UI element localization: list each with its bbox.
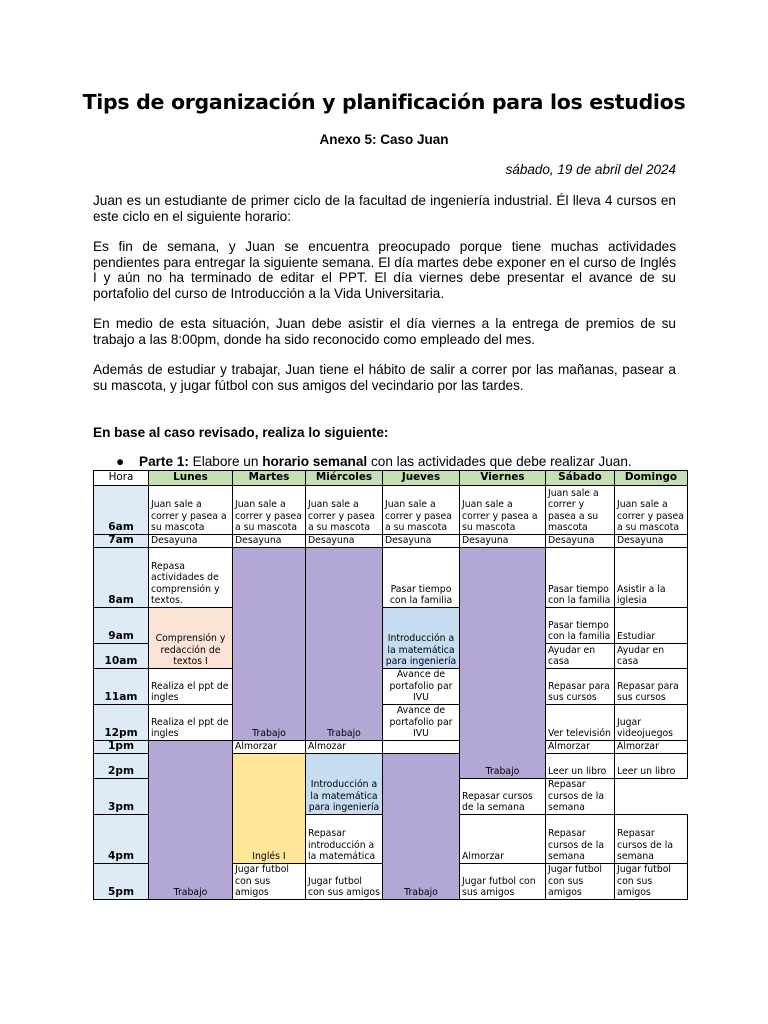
schedule-cell: Leer un libro xyxy=(615,754,688,779)
schedule-cell: Juan sale a correr y pasea a su mascota xyxy=(233,486,306,535)
schedule-cell: Almorzar xyxy=(233,741,306,754)
course-block-ingles: Inglés I xyxy=(233,754,306,864)
schedule-cell: Juan sale a correr y pasea a su mascota xyxy=(383,486,460,535)
schedule-cell: Pasar tiempo con la familia xyxy=(383,548,460,608)
row-8am xyxy=(94,548,688,608)
row-1pm xyxy=(94,741,688,754)
row-12pm xyxy=(94,705,688,741)
work-block-miercoles: Trabajo xyxy=(306,548,383,741)
schedule-cell: Ayudar en casa xyxy=(615,644,688,669)
schedule-cell: Jugar futbol con sus amigos xyxy=(546,864,615,900)
course-block-matematica-jueves: Introducción a la matemática para ingeniería xyxy=(383,608,460,669)
header-domingo: Domingo xyxy=(615,471,688,486)
schedule-cell: Realiza el ppt de ingles xyxy=(149,669,233,705)
header-martes: Martes xyxy=(233,471,306,486)
schedule-cell: Almorzar xyxy=(460,815,546,864)
header-hora: Hora xyxy=(94,471,149,486)
schedule-cell: Almorzar xyxy=(546,741,615,754)
document-subtitle: Anexo 5: Caso Juan xyxy=(319,132,449,147)
bullet-text: Parte 1: Elabore un horario semanal con las actividades que debe realizar Juan. xyxy=(139,454,632,469)
schedule-cell: Repasar para sus cursos xyxy=(546,669,615,705)
hour-cell: 1pm xyxy=(94,741,149,754)
schedule-cell: Desayuna xyxy=(383,535,460,548)
task-heading: En base al caso revisado, realiza lo siguiente: xyxy=(93,425,389,440)
schedule-cell: Repasar para sus cursos xyxy=(615,669,688,705)
schedule-cell: Jugar futbol con sus amigos xyxy=(615,864,688,900)
work-block-martes: Trabajo xyxy=(233,548,306,741)
schedule-cell: Repasa actividades de comprensión y textos. xyxy=(149,548,233,608)
hour-cell: 10am xyxy=(94,644,149,669)
schedule-cell: Juan sale a correr y pasea a su mascota xyxy=(460,486,546,535)
schedule-cell: Desayuna xyxy=(615,535,688,548)
row-6am xyxy=(94,486,688,535)
schedule-cell: Desayuna xyxy=(546,535,615,548)
schedule-cell: Desayuna xyxy=(233,535,306,548)
schedule-cell: Pasar tiempo con la familia xyxy=(546,548,615,608)
weekly-schedule-table xyxy=(93,470,688,900)
schedule-cell: Desayuna xyxy=(149,535,233,548)
hour-cell: 3pm xyxy=(94,779,149,815)
schedule-cell: Repasar cursos de la semana xyxy=(460,779,546,815)
work-block-viernes: Trabajo xyxy=(460,548,546,779)
row-9am xyxy=(94,608,688,644)
schedule-cell: Almozar xyxy=(306,741,383,754)
hour-cell: 5pm xyxy=(94,864,149,900)
paragraph-problem: Es fin de semana, y Juan se encuentra preocupado porque tiene muchas actividades pendientes para entregar la siguiente semana. El día martes debe exponer en el curso de Inglés I y aún no ha terminado de editar el PPT. El día viernes debe presentar el avance de su portafolio del curso de Introducción a la Vida Universitaria. xyxy=(93,239,676,301)
schedule-cell: Desayuna xyxy=(306,535,383,548)
course-block-comprension: Comprensión y redacción de textos I xyxy=(149,608,233,669)
hour-cell: 7am xyxy=(94,535,149,548)
schedule-cell: Jugar futbol con sus amigos xyxy=(233,864,306,900)
course-block-matematica-miercoles: Introducción a la matemática para ingeniería xyxy=(306,754,383,815)
bullet-icon: ● xyxy=(116,454,125,469)
hour-cell: 4pm xyxy=(94,815,149,864)
header-jueves: Jueves xyxy=(383,471,460,486)
work-block-jueves: Trabajo xyxy=(383,754,460,900)
document-title: Tips de organización y planificación para los estudios xyxy=(82,90,686,114)
schedule-cell: Avance de portafolio par IVU xyxy=(383,669,460,705)
hour-cell: 11am xyxy=(94,669,149,705)
schedule-cell: Juan sale a correr y pasea a su mascota xyxy=(546,486,615,535)
schedule-cell: Juan sale a correr y pasea a su mascota xyxy=(149,486,233,535)
schedule-cell: Avance de portafolio par IVU xyxy=(383,705,460,741)
paragraph-awards: En medio de esta situación, Juan debe asistir el día viernes a la entrega de premios de su trabajo a las 8:00pm, donde ha sido reconocido como empleado del mes. xyxy=(93,316,676,347)
schedule-cell: Ayudar en casa xyxy=(546,644,615,669)
paragraph-habits: Además de estudiar y trabajar, Juan tiene el hábito de salir a correr por las mañanas, pasear a su mascota, y jugar fútbol con sus amigos del vecindario por las tardes. xyxy=(93,362,676,393)
row-11am xyxy=(94,669,688,705)
schedule-cell: Realiza el ppt de ingles xyxy=(149,705,233,741)
schedule-cell: Asistir a la iglesia xyxy=(615,548,688,608)
hour-cell: 9am xyxy=(94,608,149,644)
schedule-cell: Desayuna xyxy=(460,535,546,548)
hour-cell: 8am xyxy=(94,548,149,608)
schedule-cell: Jugar videojuegos xyxy=(615,705,688,741)
document-date: sábado, 19 de abril del 2024 xyxy=(505,162,676,177)
paragraph-intro: Juan es un estudiante de primer ciclo de la facultad de ingeniería industrial. Él lleva 4 cursos en este ciclo en el siguiente horario: xyxy=(93,193,676,224)
hour-cell: 12pm xyxy=(94,705,149,741)
schedule-cell: Leer un libro xyxy=(546,754,615,779)
schedule-cell: Repasar introducción a la matemática xyxy=(306,815,383,864)
row-7am xyxy=(94,535,688,548)
schedule-cell: Jugar futbol con sus amigos xyxy=(306,864,383,900)
schedule-cell: Juan sale a correr y pasea a su mascota xyxy=(306,486,383,535)
schedule-cell: Ver televisión xyxy=(546,705,615,741)
schedule-cell: Juan sale a correr y pasea a su mascota xyxy=(615,486,688,535)
header-sabado: Sábado xyxy=(546,471,615,486)
hour-cell: 6am xyxy=(94,486,149,535)
schedule-cell: Pasar tiempo con la familia xyxy=(546,608,615,644)
schedule-cell: Repasar cursos de la semana xyxy=(546,779,615,815)
schedule-cell: Repasar cursos de la semana xyxy=(615,815,688,864)
schedule-cell: Repasar cursos de la semana xyxy=(546,815,615,864)
header-miercoles: Miércoles xyxy=(306,471,383,486)
schedule-cell: Almorzar xyxy=(615,741,688,754)
bullet-label: Parte 1: xyxy=(139,454,189,469)
header-viernes: Viernes xyxy=(460,471,546,486)
hour-cell: 2pm xyxy=(94,754,149,779)
header-row xyxy=(94,471,688,486)
header-lunes: Lunes xyxy=(149,471,233,486)
bullet-bold: horario semanal xyxy=(262,454,368,469)
schedule-cell: Jugar futbol con sus amigos xyxy=(460,864,546,900)
schedule-cell: Estudiar xyxy=(615,608,688,644)
schedule-cell xyxy=(383,741,460,754)
work-block-lunes: Trabajo xyxy=(149,741,233,900)
